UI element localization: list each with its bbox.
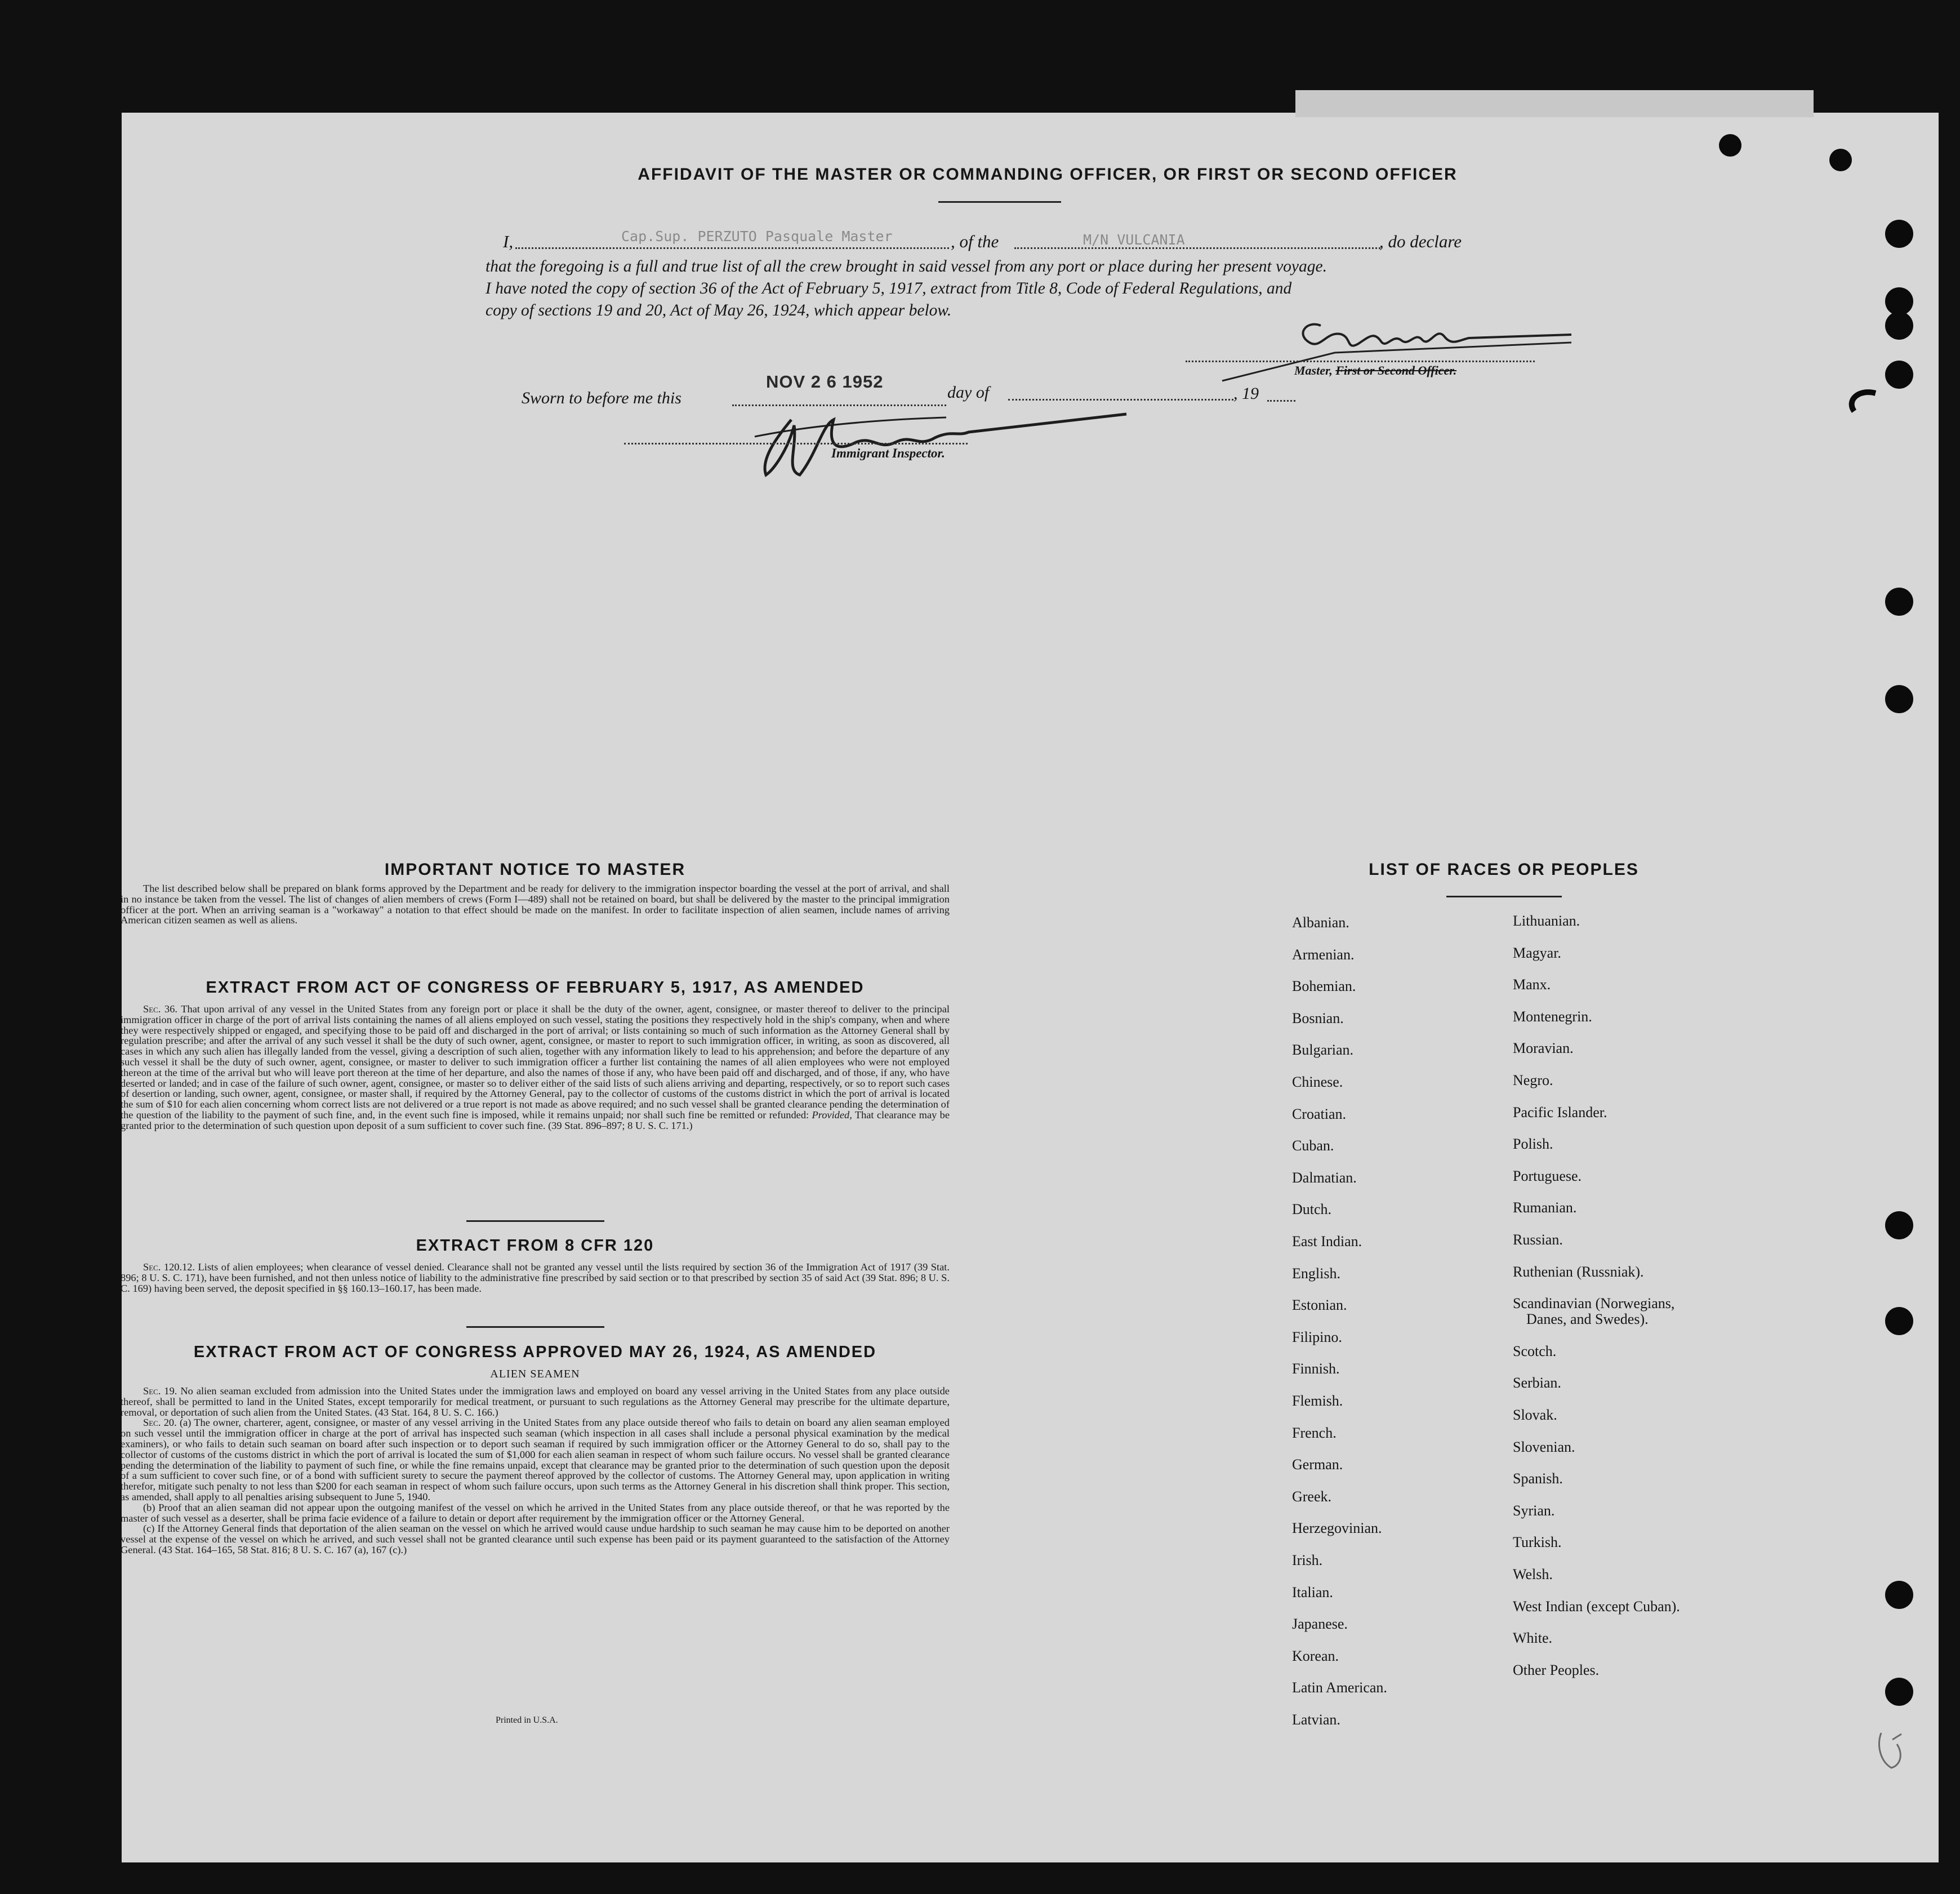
punch-hole	[1885, 685, 1913, 713]
punch-hole	[1885, 312, 1913, 340]
vessel-name-line	[1014, 247, 1380, 249]
extract-1917-rule	[466, 1220, 604, 1222]
race-item: Ruthenian (Russniak).	[1513, 1263, 1644, 1280]
race-item: Armenian.	[1292, 946, 1355, 963]
race-item: English.	[1292, 1265, 1340, 1282]
proviso-text: That clearance may be granted prior to the determination of such question upon deposit of a sum sufficient to cover such fine. (39 Stat. 896–897; 8 U. S. C. 171.)	[121, 1109, 950, 1131]
date-stamp[interactable]: NOV 2 6 1952	[766, 372, 884, 392]
sec20-label: Sec. 20.	[143, 1417, 177, 1429]
affidavit-title: AFFIDAVIT OF THE MASTER OR COMMANDING OFFICER, OR FIRST OR SECOND OFFICER	[638, 165, 1458, 184]
affidavit-title-rule	[938, 201, 1061, 203]
race-item: Croatian.	[1292, 1105, 1347, 1122]
race-item: Turkish.	[1513, 1534, 1562, 1551]
race-item: Dalmatian.	[1292, 1169, 1357, 1186]
race-item: Serbian.	[1513, 1375, 1561, 1391]
vessel-name-field[interactable]: M/N VULCANIA	[1083, 232, 1185, 248]
sec19-text: No alien seaman excluded from admission into the United States under the immigration laws and employed on board any vessel arriving in the United States from any place outside thereof, shall be permitted to land in the United States, except temporarily for medical treatment, or pursuant to such regulations as the Attorney General may prescribe for the ultimate departure, removal, or deportation of such alien from the United States. (43 Stat. 164, 8 U. S. C. 166.)	[121, 1385, 950, 1418]
margin-pencil-mark	[1874, 1728, 1908, 1773]
master-name-line	[515, 247, 949, 249]
race-item: Scotch.	[1513, 1342, 1557, 1359]
punch-hole	[1829, 149, 1852, 171]
sec19-paragraph	[121, 1386, 950, 1417]
sec36-text: That upon arrival of any vessel in the United States from any foreign port or place it shall be the duty of the owner, agent, consignee, or master thereof to deliver to the principal immigration officer in charge of the port of arrival lists containing the names of all aliens employed on such vessel, stating the positions they respectively hold in the ship's company, when and where they were respectively shipped or engaged, and specifying those to be paid off and discharged in the port of arrival; or lists containing so much of such information as the Attorney General shall by regulation prescribe; and after the arrival of any such vessel it shall be the duty of such owner, agent, consignee, or master to report to such immigration officer, in writing, as soon as discovered, all cases in which any such alien has illegally landed from the vessel, giving a description of such alien, together with any information likely to lead to his apprehension; and before the departure of any such vessel it shall be the duty of such owner, agent, consignee, or master to deliver to such immigration officer a further list containing the names of all alien employees who were not employed thereon at the time of the arrival but who will leave port thereon at the time of her departure, and also the names of those if any, who have been paid off and discharged, and of those, if any, who have deserted or landed; and in case of the failure of such owner, agent, consignee, or master so to deliver either of the said lists of such aliens arriving and departing, respectively, or so to report such cases of desertion or landing, such owner, agent, consignee, or master shall, if required by the Attorney General, pay to the collector of customs of the customs district in which the port of arrival is located the sum of $10 for each alien concerning whom correct lists are not delivered or a true report is not made as above required; and no such vessel shall be granted clearance pending the determination of the question of the liability to the payment of such fine, and, in the event such fine is imposed, while it remains unpaid; nor shall such fine be remitted or refunded:	[121, 1003, 950, 1121]
race-item: Italian.	[1292, 1584, 1333, 1600]
race-item: Cuban.	[1292, 1137, 1334, 1154]
sec120-text: Lists of alien employees; when clearance of vessel denied. Clearance shall not be granted any vessel until the lists required by section 36 of the Immigration Act of 1917 (39 Stat. 896; 8 U. S. C. 171), have been furnished, and not then unless notice of liability to the administrative fine prescribed by said section or to that prescribed by section 35 of said Act (39 Stat. 896; 8 U. S. C. 169) having been served, the deposit specified in §§ 160.13–160.17, has been made.	[121, 1261, 950, 1294]
sec19-label: Sec. 19.	[143, 1385, 177, 1397]
race-item: Scandinavian (Norwegians,	[1513, 1295, 1675, 1312]
race-item: Korean.	[1292, 1647, 1339, 1664]
race-item: German.	[1292, 1456, 1343, 1473]
race-item: Herzegovinian.	[1292, 1520, 1382, 1537]
punch-hole	[1885, 1211, 1913, 1239]
race-item: Filipino.	[1292, 1328, 1342, 1345]
sec36-label: Sec. 36.	[143, 1003, 178, 1015]
race-item: Greek.	[1292, 1488, 1332, 1505]
race-item: French.	[1292, 1424, 1337, 1441]
proviso-label: Provided,	[812, 1109, 852, 1121]
race-item: Finnish.	[1292, 1361, 1340, 1377]
extract-1917-text	[121, 1004, 950, 1131]
master-name-field[interactable]: Cap.Sup. PERZUTO Pasquale Master	[621, 228, 893, 244]
race-item: Spanish.	[1513, 1470, 1563, 1487]
race-item: Flemish.	[1292, 1393, 1343, 1409]
year-line	[1267, 400, 1295, 402]
race-item: East Indian.	[1292, 1233, 1362, 1250]
race-item: Rumanian.	[1513, 1199, 1577, 1216]
extract-cfr-rule	[466, 1326, 604, 1328]
race-item: Albanian.	[1292, 914, 1349, 931]
race-item: Polish.	[1513, 1136, 1553, 1153]
race-item: Manx.	[1513, 976, 1551, 993]
sec120-paragraph	[121, 1262, 950, 1293]
inspector-caption: Immigrant Inspector.	[831, 446, 945, 460]
race-item: Syrian.	[1513, 1502, 1555, 1519]
extract-cfr-text	[121, 1262, 950, 1293]
race-item: Japanese.	[1292, 1616, 1348, 1633]
sec36-paragraph	[121, 1004, 950, 1131]
punch-hole	[1719, 134, 1741, 157]
master-signature-line	[1186, 361, 1535, 362]
punch-hole	[1885, 1678, 1913, 1706]
race-item: West Indian (except Cuban).	[1513, 1598, 1680, 1615]
race-item: Slovak.	[1513, 1407, 1557, 1423]
races-title: LIST OF RACES OR PEOPLES	[1369, 860, 1639, 879]
extract-1917-title: EXTRACT FROM ACT OF CONGRESS OF FEBRUARY 5, 1917, AS AMENDED	[206, 979, 865, 997]
race-item: Bosnian.	[1292, 1010, 1344, 1026]
master-caption-struck: First or Second Officer.	[1335, 363, 1457, 377]
race-item: White.	[1513, 1630, 1553, 1647]
sec20b-paragraph: (b) Proof that an alien seaman did not appear upon the outgoing manifest of the vessel on which he arrived in the United States from any place outside thereof, or that he was reported by the master of such vessel as a deserter, shall be prima facie evidence of a failure to detain or deport after requirement by the immigration officer or the Attorney General.	[121, 1501, 950, 1524]
year-prefix: , 19	[1233, 384, 1259, 403]
punch-hole	[1885, 220, 1913, 248]
race-item: Dutch.	[1292, 1201, 1332, 1218]
alien-seamen-subtitle: ALIEN SEAMEN	[490, 1368, 580, 1380]
punch-hole	[1885, 361, 1913, 389]
race-item: Lithuanian.	[1513, 913, 1580, 929]
sec20c-paragraph: (c) If the Attorney General finds that deportation of the alien seaman on the vessel on which he arrived would cause undue hardship to such seaman he may cause him to be deported on another vessel at the expense of the vessel on which he arrived, and such vessel shall not be granted clearance until such expense has been paid or its payment guaranteed to the satisfaction of the Attorney General. (43 Stat. 164–165, 58 Stat. 816; 8 U. S. C. 167 (a), 167 (c).)	[121, 1523, 950, 1555]
race-item: Other Peoples.	[1513, 1661, 1600, 1678]
day-of-label: day of	[947, 383, 990, 402]
notice-paragraph: The list described below shall be prepared on blank forms approved by the Department and be ready for delivery to the immigration inspector boarding the vessel at the port of arrival, and shall in no instance be taken from the vessel. The list of changes of alien members of crews (Form I—489) shall not be retained on board, but shall be delivered by the master to the principal immigration officer at the port. When an arriving seaman is a "workaway" a notation to that effect should be made on the manifest. In order to facilitate inspection of alien seamen, include names of arriving American citizen seamen as well as aliens.	[121, 883, 950, 926]
races-title-rule	[1446, 896, 1562, 897]
page-tab	[1295, 90, 1814, 117]
race-item: Irish.	[1292, 1552, 1323, 1568]
race-item: Slovenian.	[1513, 1438, 1575, 1455]
notice-text	[121, 883, 950, 926]
race-item: Pacific Islander.	[1513, 1104, 1607, 1121]
printed-in-usa: Printed in U.S.A.	[496, 1715, 558, 1725]
notice-title: IMPORTANT NOTICE TO MASTER	[384, 860, 686, 879]
race-item: Estonian.	[1292, 1297, 1347, 1314]
race-item: Russian.	[1513, 1231, 1563, 1248]
race-item: Welsh.	[1513, 1566, 1553, 1582]
race-item: Negro.	[1513, 1072, 1553, 1088]
race-item: Chinese.	[1292, 1074, 1343, 1090]
extract-cfr-title: EXTRACT FROM 8 CFR 120	[416, 1237, 654, 1255]
affidavit-line4: copy of sections 19 and 20, Act of May 26, 1924, which appear below.	[485, 301, 952, 319]
extract-1924-text	[121, 1386, 950, 1555]
affidavit-line3: I have noted the copy of section 36 of the Act of February 5, 1917, extract from Title 8, Code of Federal Regulations, and	[485, 279, 1292, 297]
punch-hole	[1885, 1581, 1913, 1609]
affidavit-line2: that the foregoing is a full and true list of all the crew brought in said vessel from any port or place during her present voyage.	[485, 257, 1327, 275]
race-item: Latvian.	[1292, 1711, 1340, 1728]
month-line	[1008, 399, 1233, 401]
race-item: Bohemian.	[1292, 978, 1356, 995]
do-declare-label: , do declare	[1379, 232, 1462, 251]
i-label: I,	[503, 232, 514, 251]
race-item: Portuguese.	[1513, 1167, 1582, 1184]
inspector-signature-line	[624, 443, 968, 444]
race-item: Bulgarian.	[1292, 1042, 1354, 1059]
sec120-label: Sec. 120.12.	[143, 1261, 195, 1273]
race-item: Danes, and Swedes).	[1526, 1311, 1649, 1328]
master-caption	[1294, 363, 1456, 378]
master-caption-kept: Master,	[1294, 363, 1333, 377]
punch-hole	[1885, 588, 1913, 616]
sworn-label: Sworn to before me this	[522, 389, 681, 407]
of-the-label: , of the	[951, 232, 999, 251]
race-item: Latin American.	[1292, 1679, 1387, 1696]
race-item: Moravian.	[1513, 1040, 1574, 1057]
affidavit-line1	[503, 228, 1539, 255]
sec20a-text: (a) The owner, charterer, agent, consignee, or master of any vessel arriving in the United States from any place outside thereof who fails to detain on board any alien seaman employed on such vessel until the immigration officer in charge at the port of arrival has inspected such seaman (which inspection in all cases shall include a personal physical examination by the medical examiners), or who fails to detain such seaman on board after such inspection or to deport such seaman if required by such immigration officer or the Attorney General to do so, shall pay to the collector of customs of the customs district in which the port of arrival is located the sum of $1,000 for each alien seaman in respect of whom such failure occurs. No vessel shall be granted clearance pending the determination of the liability to payment of such fine, or while the fine remains unpaid, except that clearance may be granted prior to the determination of such question upon the deposit of a sum sufficient to cover such fine, or of a bond with sufficient surety to secure the payment thereof approved by the collector of customs. The Attorney General may, upon application in writing therefor, mitigate such penalty to not less than $200 for each seaman in respect of whom such failure occurs, upon such terms as the Attorney General in his discretion shall think proper. This section, as amended, shall apply to all penalties arising subsequent to June 5, 1940.	[121, 1417, 950, 1502]
punch-hole	[1885, 1307, 1913, 1335]
race-item: Magyar.	[1513, 944, 1561, 961]
ring-mark	[1842, 389, 1881, 417]
sec20a-paragraph	[121, 1417, 950, 1502]
extract-1924-title: EXTRACT FROM ACT OF CONGRESS APPROVED MAY 26, 1924, AS AMENDED	[193, 1343, 877, 1361]
race-item: Montenegrin.	[1513, 1008, 1592, 1025]
